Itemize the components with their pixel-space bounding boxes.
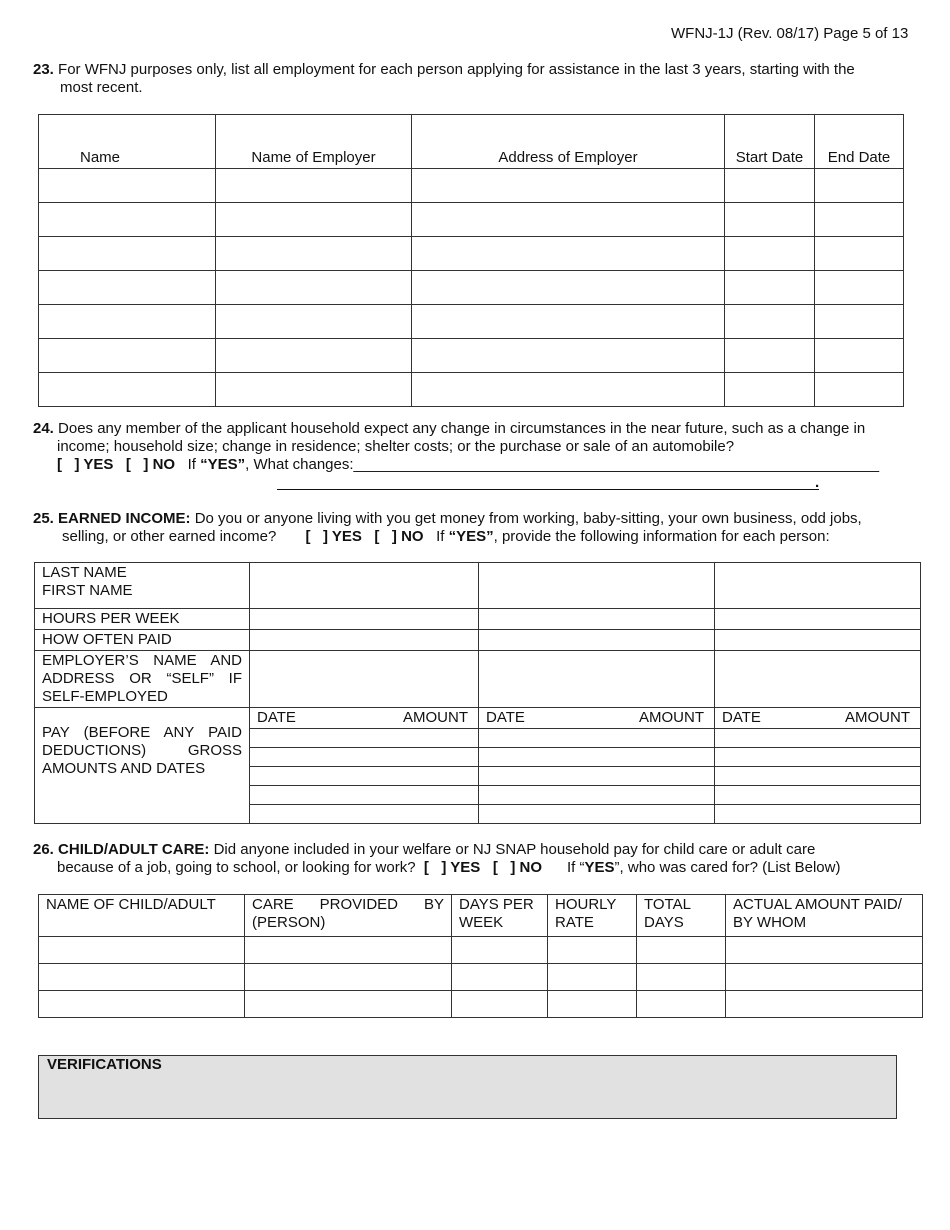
question-title: CHILD/ADULT CARE: xyxy=(58,841,210,858)
how-often-label: HOW OFTEN PAID xyxy=(35,630,250,651)
no-checkbox[interactable]: [ ] NO xyxy=(125,456,176,473)
question-26-line2: because of a job, going to school, or looking for work? [ ] YES [ ] NO If “YES”, who was cared for? (List Below) xyxy=(57,859,841,876)
col-care-provided: CARE PROVIDED BY (PERSON) xyxy=(245,895,452,937)
question-26 xyxy=(33,841,913,859)
col-start-date: Start Date xyxy=(725,115,815,169)
question-24-answer: [ ] YES [ ] NO If “YES”, What changes:_______________________________________________________________ xyxy=(57,456,880,473)
col-end-date: End Date xyxy=(815,115,904,169)
no-checkbox[interactable]: [ ] NO xyxy=(374,528,424,545)
hours-row xyxy=(35,609,921,630)
employer-label: EMPLOYER’S NAME AND ADDRESS OR “SELF” IF SELF-EMPLOYED xyxy=(35,651,250,708)
question-title: EARNED INCOME: xyxy=(58,510,191,527)
question-text: Does any member of the applicant household expect any change in circumstances in the near future, such as a change in xyxy=(58,420,866,437)
question-number: 23. xyxy=(33,61,54,78)
col-name: Name xyxy=(39,115,216,169)
employment-table xyxy=(38,114,904,407)
question-text: For WFNJ purposes only, list all employment for each person applying for assistance in the last 3 years, starting with the xyxy=(58,61,855,78)
col-rate: HOURLY RATE xyxy=(548,895,637,937)
col-address: Address of Employer xyxy=(412,115,725,169)
employer-row xyxy=(35,651,921,708)
table-row[interactable] xyxy=(39,271,904,305)
pay-header-row: PAY (BEFORE ANY PAID DEDUCTIONS) GROSS AMOUNTS AND DATES DATE AMOUNT DATE AMOUNT DATE AMOUNT xyxy=(35,708,921,729)
table-row[interactable] xyxy=(39,373,904,407)
table-header-row xyxy=(39,115,904,169)
verifications-title: VERIFICATIONS xyxy=(47,1056,162,1073)
question-text: Do you or anyone living with you get money from working, baby-sitting, your own business, odd jobs, xyxy=(194,510,862,527)
question-25 xyxy=(33,510,913,528)
question-23-line2: most recent. xyxy=(60,79,143,96)
table-row[interactable] xyxy=(39,169,904,203)
table-row[interactable] xyxy=(39,339,904,373)
earned-income-table xyxy=(34,562,921,824)
yes-checkbox[interactable]: [ ] YES xyxy=(57,456,114,473)
changes-input[interactable]: _______________________________________________________________ xyxy=(353,456,880,473)
pay-label: PAY (BEFORE ANY PAID DEDUCTIONS) GROSS AMOUNTS AND DATES xyxy=(35,708,250,824)
col-amount: ACTUAL AMOUNT PAID/ BY WHOM xyxy=(726,895,923,937)
table-row[interactable] xyxy=(39,964,923,991)
col-name: NAME OF CHILD/ADULT xyxy=(39,895,245,937)
table-row[interactable] xyxy=(39,203,904,237)
question-text: Did anyone included in your welfare or NJ SNAP household pay for child care or adult care xyxy=(213,841,816,858)
question-23 xyxy=(33,61,903,79)
verifications-box xyxy=(38,1055,897,1119)
no-checkbox[interactable]: [ ] NO xyxy=(492,859,542,876)
question-24 xyxy=(33,420,913,438)
form-id: WFNJ-1J (Rev. 08/17) Page 5 of 13 xyxy=(671,25,909,42)
how-often-row xyxy=(35,630,921,651)
yes-checkbox[interactable]: [ ] YES xyxy=(423,859,481,876)
question-24-line2: income; household size; change in residence; shelter costs; or the purchase or sale of an automobile? xyxy=(57,438,735,455)
table-row[interactable] xyxy=(39,937,923,964)
changes-line-2[interactable] xyxy=(277,489,819,490)
name-row xyxy=(35,563,921,609)
table-row[interactable] xyxy=(39,991,923,1018)
care-table xyxy=(38,894,923,1018)
table-row[interactable] xyxy=(39,237,904,271)
hours-label: HOURS PER WEEK xyxy=(35,609,250,630)
table-header-row xyxy=(39,895,923,937)
col-total: TOTAL DAYS xyxy=(637,895,726,937)
question-number: 24. xyxy=(33,420,54,437)
yes-checkbox[interactable]: [ ] YES xyxy=(305,528,362,545)
table-row[interactable] xyxy=(39,305,904,339)
period: . xyxy=(815,474,820,491)
question-number: 26. xyxy=(33,841,54,858)
name-label: LAST NAME FIRST NAME xyxy=(35,563,250,609)
col-days: DAYS PER WEEK xyxy=(452,895,548,937)
question-25-line2: selling, or other earned income? [ ] YES [ ] NO If “YES”, provide the following information for each person: xyxy=(62,528,830,545)
question-number: 25. xyxy=(33,510,54,527)
col-employer: Name of Employer xyxy=(216,115,412,169)
